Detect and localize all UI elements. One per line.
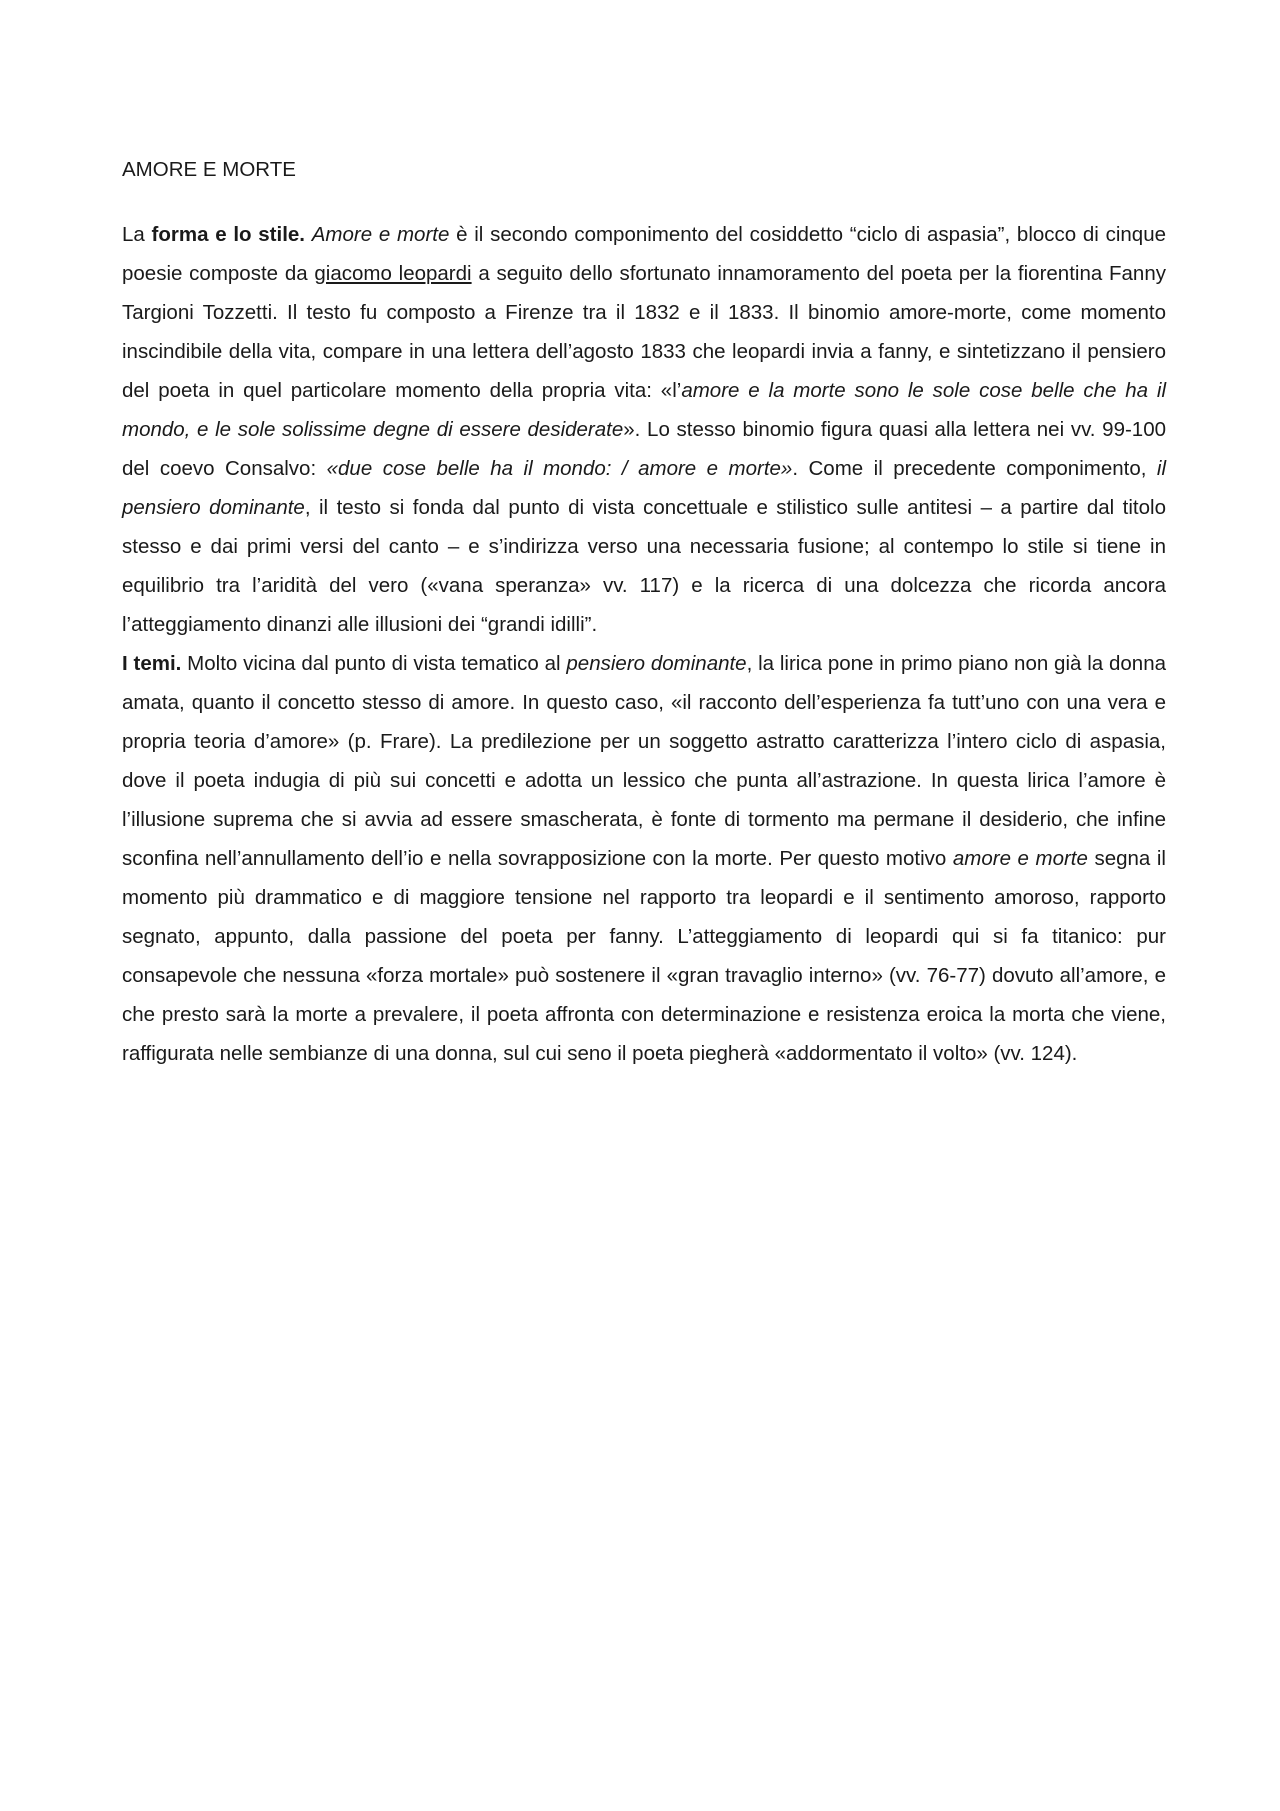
text-run: Molto vicina dal punto di vista tematico al <box>181 652 567 675</box>
document-title: AMORE E MORTE <box>122 158 296 181</box>
paragraph-forma-e-stile <box>122 215 1166 644</box>
italic-run: il pensiero dominante <box>122 457 1167 519</box>
section-heading-temi: I temi. <box>122 652 182 675</box>
paragraph-temi <box>122 644 1166 1073</box>
title-spacer <box>122 189 1166 215</box>
text-run: segna il momento più drammatico e di maggiore tensione nel rapporto tra leopardi e il sentimento amoroso, rapporto segnato, appunto, dalla passione del poeta per fanny. L’atteggiamento di leopardi qui si fa titanico: pur consapevole che nessuna «forza mortale» può sostenere il «gran travaglio interno» (vv. 76-77) dovuto all’amore, e che presto sarà la morte a prevalere, il poeta affronta con determinazione e resistenza eroica la morta che viene, raffigurata nelle sembianze di una donna, sul cui seno il poeta piegherà «addormentato il volto» (vv. 124). <box>122 847 1166 1065</box>
text-run: . Come il precedente componimento, <box>792 457 1157 480</box>
underlined-run: giacomo leopardi <box>314 262 472 285</box>
paragraph-lead: La <box>122 223 152 246</box>
italic-run: Amore e morte <box>311 223 450 246</box>
paragraph-body <box>122 652 1166 1065</box>
text-run <box>305 223 312 246</box>
text-run: ». Lo stesso binomio figura quasi alla lettera nei vv. 99-100 del coevo Consalvo: <box>122 418 1166 480</box>
section-heading-forma: forma e lo stile. <box>151 223 306 246</box>
text-run: a seguito dello sfortunato innamoramento del poeta per la fiorentina Fanny Targioni Tozzetti. Il testo fu composto a Firenze tra il 1832 e il 1833. Il binomio amore-morte, come momento inscindibile della vita, compare in una lettera dell’agosto 1833 che leopardi invia a fanny, e sintetizzano il pensiero del poeta in quel particolare momento della propria vita: «l’ <box>122 262 1166 402</box>
italic-run: amore e morte <box>952 847 1088 870</box>
italic-run: amore e la morte sono le sole cose belle che ha il mondo, e le sole solissime degne di essere desiderate <box>122 379 1167 441</box>
paragraph-body <box>122 223 1166 636</box>
text-run: è il secondo componimento del cosiddetto “ciclo di aspasia”, blocco di cinque poesie composte da <box>122 223 1166 285</box>
italic-run: «due cose belle ha il mondo: / amore e morte» <box>326 457 793 480</box>
text-run: , il testo si fonda dal punto di vista concettuale e stilistico sulle antitesi – a partire dal titolo stesso e dai primi versi del canto – e s’indirizza verso una necessaria fusione; al contempo lo stile si tiene in equilibrio tra l’aridità del vero («vana speranza» vv. 117) e la ricerca di una dolcezza che ricorda ancora l’atteggiamento dinanzi alle illusioni dei “grandi idilli”. <box>122 496 1166 636</box>
document-body <box>122 150 1166 1073</box>
italic-run: pensiero dominante <box>566 652 747 675</box>
text-run: , la lirica pone in primo piano non già la donna amata, quanto il concetto stesso di amore. In questo caso, «il racconto dell’esperienza fa tutt’uno con una vera e propria teoria d’amore» (p. Frare). La predilezione per un soggetto astratto caratterizza l’intero ciclo di aspasia, dove il poeta indugia di più sui concetti e adotta un lessico che punta all’astrazione. In questa lirica l’amore è l’illusione suprema che si avvia ad essere smascherata, è fonte di tormento ma permane il desiderio, che infine sconfina nell’annullamento dell’io e nella sovrapposizione con la morte. Per questo motivo <box>122 652 1166 870</box>
